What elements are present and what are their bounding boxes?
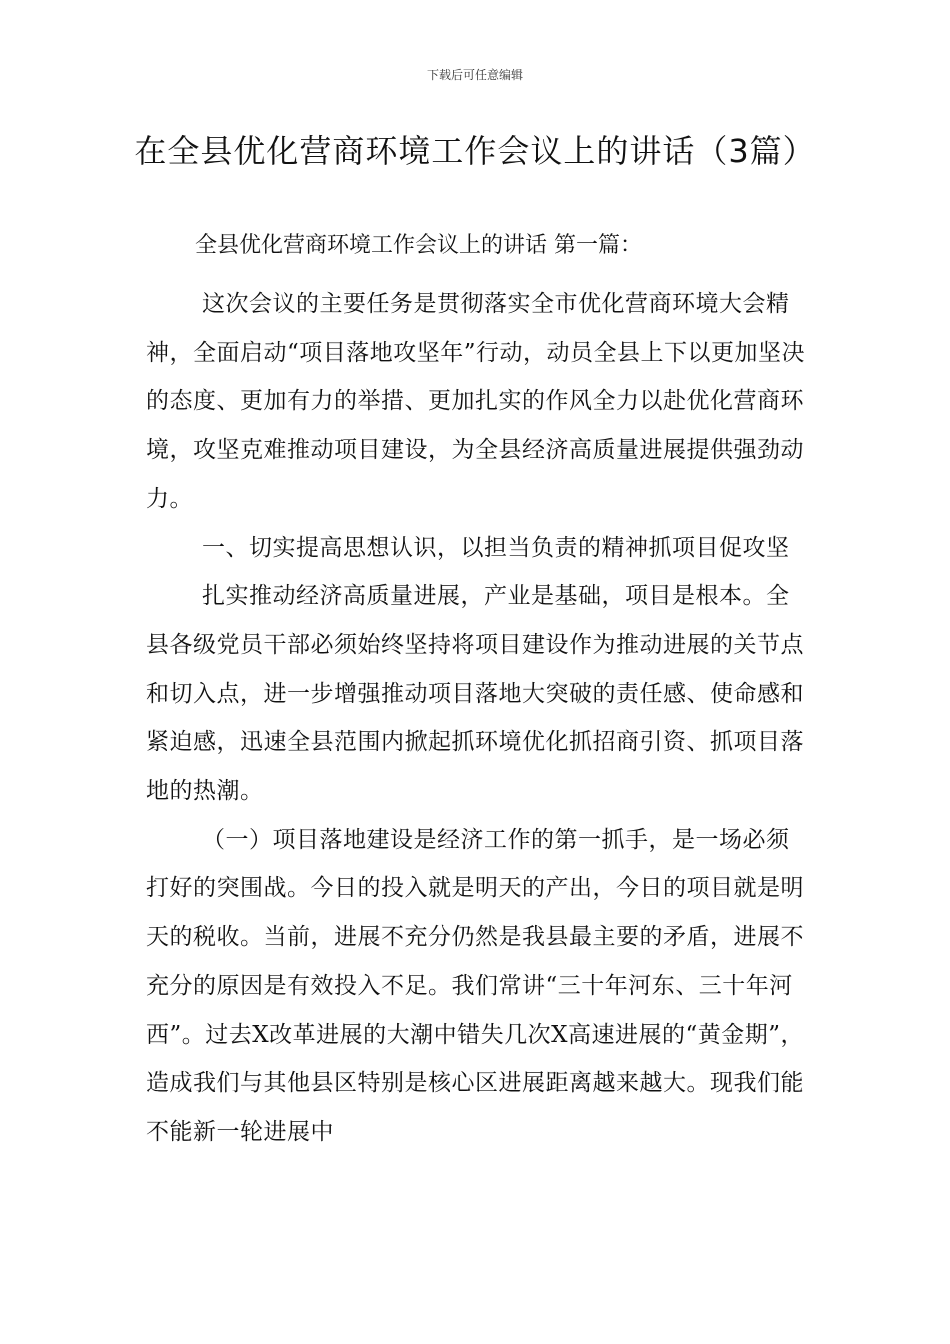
paragraph: 这次会议的主要任务是贯彻落实全市优化营商环境大会精神，全面启动“项目落地攻坚年”行动，动员全县上下以更加坚决的态度、更加有力的举措、更加扎实的作风全力以赴优化营商环境，攻坚克难推动项目建设，为全县经济高质量进展提供强劲动力。 — [146, 291, 806, 512]
document-title: 在全县优化营商环境工作会议上的讲话（3篇） — [134, 132, 816, 170]
paragraph: 扎实推动经济高质量进展，产业是基础，项目是根本。全县各级党员干部必须始终坚持将项目建设作为推动进展的关节点和切入点，进一步增强推动项目落地大突破的责任感、使命感和紧迫感，迅速全县范围内掀起抓环境优化抓招商引资、抓项目落地的热潮。 — [146, 583, 804, 805]
header-note: 下载后可任意编辑 — [426, 68, 523, 82]
document-body — [146, 280, 806, 1157]
section-heading: 一、切实提高思想认识，以担当负责的精神抓项目促攻坚 — [202, 534, 790, 561]
paragraph: （一）项目落地建设是经济工作的第一抓手，是一场必须打好的突围战。今日的投入就是明天的产出，今日的项目就是明天的税收。当前，进展不充分仍然是我县最主要的矛盾，进展不充分的原因是有效投入不足。我们常讲“三十年河东、三十年河西”。过去X改革进展的大潮中错失几次X高速进展的“黄金期”，造成我们与其他县区特别是核心区进展距离越来越大。现我们能不能新一轮进展中 — [146, 826, 805, 1145]
document-subtitle: 全县优化营商环境工作会议上的讲话 第一篇： — [195, 233, 642, 258]
